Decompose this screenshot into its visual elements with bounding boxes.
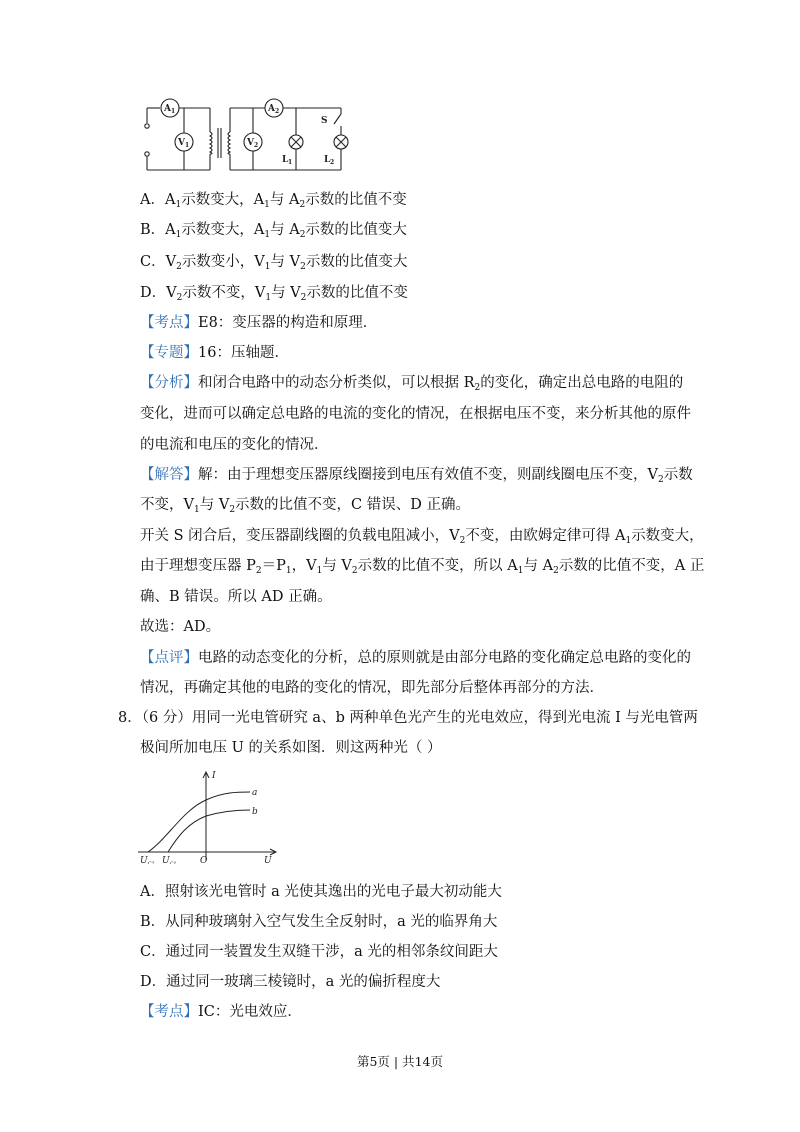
q7-jieda-line5: 确、B 错误。所以 AD 正确。 bbox=[140, 589, 332, 605]
q7-fenxi-line2: 变化，进而可以确定总电路的电流的变化的情况，在根据电压不变，来分析其他的原件 bbox=[140, 406, 691, 422]
q7-jieda-line2: 不变，$V_1$与 $V_2$示数的比值不变，C 错误、D 正确。 bbox=[140, 497, 470, 515]
svg-text:S: S bbox=[321, 116, 328, 126]
svg-text:2: 2 bbox=[254, 142, 259, 149]
svg-text:V: V bbox=[247, 138, 254, 148]
svg-text:2: 2 bbox=[275, 108, 280, 115]
svg-text:L: L bbox=[282, 155, 289, 165]
uc1-label: $U_{C1}$ bbox=[162, 856, 177, 864]
origin-label: O bbox=[200, 856, 208, 864]
svg-text:1: 1 bbox=[185, 142, 190, 149]
q8-stem-line2: 极间所加电压 U 的关系如图．则这两种光（ ） bbox=[140, 740, 442, 756]
q8-option-c: C．通过同一装置发生双缝干涉，a 光的相邻条纹间距大 bbox=[140, 944, 498, 960]
svg-text:A: A bbox=[268, 104, 275, 114]
q7-option-b: B．$A_1$示数变大，$A_1$与 $A_2$示数的比值变大 bbox=[140, 222, 407, 240]
q8-option-d: D．通过同一玻璃三棱镜时，a 光的偏折程度大 bbox=[140, 974, 441, 990]
q7-dianping-line1: 【点评】电路的动态变化的分析，总的原则就是由部分电路的变化确定总电路的变化的 bbox=[140, 650, 691, 666]
uc2-label: $U_{C2}$ bbox=[140, 856, 155, 864]
transformer-circuit-diagram bbox=[138, 92, 358, 178]
curve-a bbox=[148, 792, 250, 852]
curve-a-label: a bbox=[252, 788, 258, 798]
q7-option-c: C．$V_2$示数变小，$V_1$与 $V_2$示数的比值变大 bbox=[140, 254, 408, 272]
svg-text:A: A bbox=[164, 104, 171, 114]
q8-stem-line1: 8．（6 分）用同一光电管研究 a、b 两种单色光产生的光电效应，得到光电流 I 与光电管两 bbox=[118, 710, 698, 726]
q7-kaodian: 【考点】E8：变压器的构造和原理． bbox=[140, 315, 378, 331]
svg-text:2: 2 bbox=[330, 159, 335, 166]
svg-text:1: 1 bbox=[288, 159, 293, 166]
y-axis-label: I bbox=[212, 771, 216, 781]
q8-option-b: B．从同种玻璃射入空气发生全反射时，a 光的临界角大 bbox=[140, 914, 498, 930]
q7-fenxi-line3: 的电流和电压的变化的情况． bbox=[140, 437, 329, 453]
page-footer: 第5页 | 共14页 bbox=[356, 1054, 444, 1069]
q7-jieda-line1: 【解答】解：由于理想变压器原线圈接到电压有效值不变，则副线圈电压不变，$V_2$示数 bbox=[140, 467, 693, 485]
q7-answer: 故选：AD。 bbox=[140, 619, 221, 635]
photocurrent-graph bbox=[138, 768, 278, 864]
q7-fenxi-line1: 【分析】和闭合电路中的动态分析类似，可以根据 $R_2$的变化，确定出总电路的电阻的 bbox=[140, 375, 684, 393]
q7-dianping-line2: 情况，再确定其他的电路的变化的情况，即先部分后整体再部分的方法． bbox=[140, 680, 604, 696]
svg-text:1: 1 bbox=[171, 108, 176, 115]
q7-option-d: D．$V_2$示数不变，$V_1$与 $V_2$示数的比值不变 bbox=[140, 285, 408, 303]
q7-jieda-line3: 开关 S 闭合后，变压器副线圈的负载电阻减小，$V_2$不变，由欧姆定律可得 $A_1$示数变大， bbox=[140, 528, 704, 546]
q7-option-a: A．$A_1$示数变大，$A_1$与 $A_2$示数的比值不变 bbox=[140, 192, 407, 210]
q8-kaodian: 【考点】IC：光电效应． bbox=[140, 1004, 302, 1020]
curve-b-label: b bbox=[252, 807, 258, 817]
x-axis-label: U bbox=[264, 856, 272, 864]
svg-text:V: V bbox=[178, 138, 185, 148]
curve-b bbox=[168, 810, 250, 852]
q7-jieda-line4: 由于理想变压器 $P_2=P_1$，$V_1$与 $V_2$示数的比值不变，所以 $A_1$与 $A_2$示数的比值不变，A 正 bbox=[140, 558, 705, 576]
svg-text:L: L bbox=[324, 155, 331, 165]
q7-zhuanti: 【专题】16：压轴题． bbox=[140, 345, 289, 361]
q8-option-a: A．照射该光电管时 a 光使其逸出的光电子最大初动能大 bbox=[140, 884, 502, 900]
